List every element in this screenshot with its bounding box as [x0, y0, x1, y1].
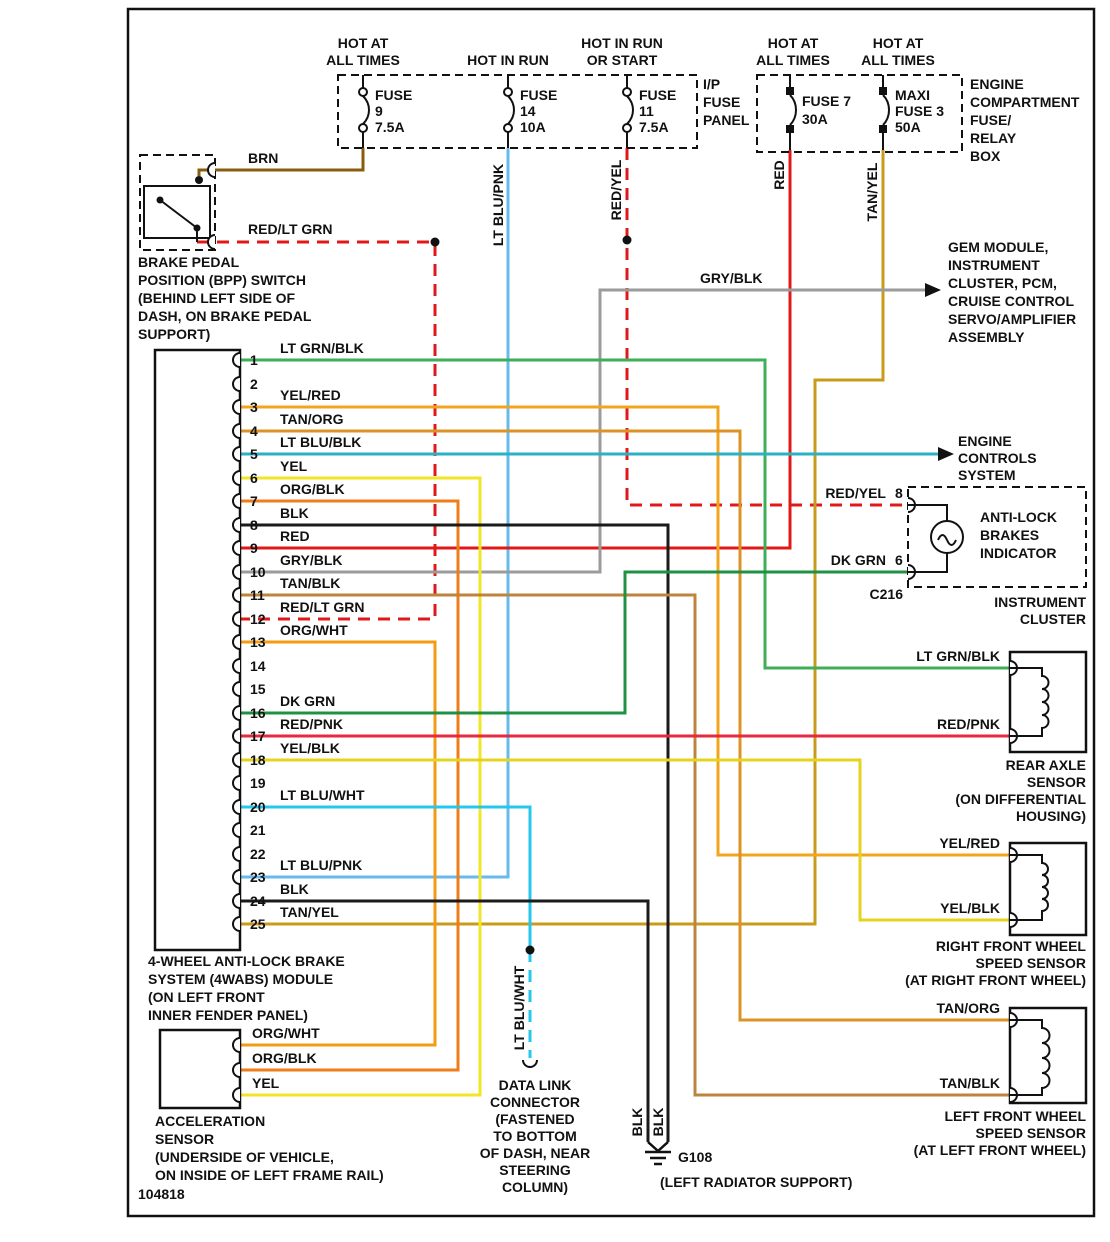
pin-number: 8 [250, 517, 258, 533]
pin-number: 20 [250, 799, 266, 815]
pin-number: 16 [250, 705, 266, 721]
module-caption: SYSTEM (4WABS) MODULE [148, 971, 334, 987]
pin-number: 23 [250, 869, 266, 885]
sensor-body [1010, 843, 1086, 935]
module-caption: INNER FENDER PANEL) [148, 1007, 308, 1023]
sensor-caption: (ON DIFFERENTIAL [955, 791, 1086, 807]
pin-number: 6 [250, 470, 258, 486]
pin-number: 11 [250, 587, 265, 603]
dlc-caption: (FASTENED [495, 1111, 575, 1127]
sensor-caption: LEFT FRONT WHEEL [944, 1108, 1086, 1124]
dlc-caption: DATA LINK [498, 1077, 572, 1093]
connector-id: C216 [869, 586, 903, 602]
pin-wire-label: RED [280, 528, 310, 544]
engine-box-label: BOX [970, 148, 1001, 164]
splice-dot [526, 946, 535, 955]
sensor-body [160, 1030, 240, 1108]
wire-color-label: TAN/BLK [939, 1075, 1000, 1091]
fuse-terminal [504, 88, 512, 96]
fuse-label: FUSE [639, 87, 677, 103]
fuse-terminal [879, 125, 887, 133]
fuse-terminal [359, 124, 367, 132]
dlc-caption: TO BOTTOM [493, 1128, 577, 1144]
document-number: 104818 [138, 1186, 185, 1202]
gem-caption: CLUSTER, PCM, [948, 275, 1057, 291]
dlc-caption: CONNECTOR [490, 1094, 580, 1110]
pin-wire-label: DK GRN [280, 693, 336, 709]
wire-color-label: YEL [252, 1075, 280, 1091]
sensor-caption: SENSOR [155, 1131, 215, 1147]
dlc-caption: COLUMN) [501, 1179, 569, 1195]
fuse-label: FUSE 3 [895, 103, 945, 119]
gem-caption: GEM MODULE, [948, 239, 1049, 255]
pin-number: 9 [250, 540, 258, 556]
ip-panel-label: FUSE [703, 94, 741, 110]
fuse-label: FUSE [375, 87, 413, 103]
pin-wire-label: TAN/BLK [280, 575, 341, 591]
bpp-caption: DASH, ON BRAKE PEDAL [138, 308, 312, 324]
fuse-label: MAXI [895, 87, 930, 103]
ip-panel-label: I/P [703, 76, 721, 92]
fuse-terminal [623, 124, 631, 132]
cluster-caption: CLUSTER [1019, 611, 1086, 627]
hot-label: HOT IN RUN [581, 35, 663, 51]
sensor-caption: REAR AXLE [1005, 757, 1086, 773]
bpp-caption: POSITION (BPP) SWITCH [138, 272, 306, 288]
sensor-caption: ACCELERATION [155, 1113, 266, 1129]
splice-dot [431, 238, 440, 247]
fuse-label: 11 [639, 103, 654, 119]
fuse-terminal [359, 88, 367, 96]
hot-label: HOT AT [872, 35, 924, 51]
pin-number: 15 [250, 681, 266, 697]
wire-color-label: TAN/ORG [936, 1000, 1000, 1016]
sensor-caption: (UNDERSIDE OF VEHICLE, [155, 1149, 334, 1165]
engine-controls-caption: ENGINE [958, 433, 1012, 449]
fuse-label: 50A [895, 119, 921, 135]
gem-caption: INSTRUMENT [948, 257, 1040, 273]
wire-color-label: RED/LT GRN [248, 221, 333, 237]
pin-number: 25 [250, 916, 266, 932]
fuse-terminal [879, 87, 887, 95]
sensor-caption: SPEED SENSOR [975, 1125, 1086, 1141]
hot-label: ALL TIMES [861, 52, 935, 68]
sensor-caption: SPEED SENSOR [975, 955, 1086, 971]
hot-label: ALL TIMES [326, 52, 400, 68]
wire-color-label: RED/YEL [608, 159, 624, 221]
pin-number: 24 [250, 893, 266, 909]
pin-wire-label: YEL [280, 458, 308, 474]
dlc-caption: STEERING [499, 1162, 571, 1178]
hot-label: OR START [586, 52, 658, 68]
bpp-caption: (BEHIND LEFT SIDE OF [138, 290, 296, 306]
cluster-caption: BRAKES [980, 527, 1040, 543]
fuse-terminal [504, 124, 512, 132]
wire-color-label: LT BLU/WHT [511, 965, 527, 1051]
wire-color-label: DK GRN [830, 552, 886, 568]
fuse-label: 10A [520, 119, 546, 135]
fuse-terminal [623, 88, 631, 96]
ground-location: (LEFT RADIATOR SUPPORT) [660, 1174, 853, 1190]
fuse-label: 14 [520, 103, 536, 119]
engine-box-label: RELAY [970, 130, 1017, 146]
fuse-label: 7.5A [639, 119, 669, 135]
pin-number: 4 [250, 423, 258, 439]
fuse-label: FUSE 7 [802, 93, 852, 109]
wire-color-label: RED/PNK [936, 716, 1000, 732]
pin-number: 5 [250, 446, 258, 462]
cluster-caption: INSTRUMENT [994, 594, 1086, 610]
pin-wire-label: GRY/BLK [280, 552, 343, 568]
pin-wire-label: LT GRN/BLK [280, 340, 364, 356]
pin-number: 19 [250, 775, 266, 791]
pin-wire-label: ORG/WHT [280, 622, 348, 638]
hot-label: HOT AT [337, 35, 389, 51]
pin-number: 10 [250, 564, 266, 580]
pin-number: 21 [250, 822, 266, 838]
ip-panel-label: PANEL [703, 112, 750, 128]
pin-wire-label: BLK [280, 505, 309, 521]
wire-color-label: RED [771, 160, 787, 190]
pin-wire-label: ORG/BLK [280, 481, 345, 497]
sensor-caption: (AT LEFT FRONT WHEEL) [913, 1142, 1086, 1158]
pin-wire-label: LT BLU/WHT [280, 787, 365, 803]
pin-wire-label: YEL/RED [280, 387, 341, 403]
cluster-pin-number: 8 [895, 485, 903, 501]
pin-number: 2 [250, 376, 258, 392]
pin-number: 3 [250, 399, 258, 415]
fuse-terminal [786, 87, 794, 95]
module-caption: 4-WHEEL ANTI-LOCK BRAKE [148, 953, 345, 969]
fuse-terminal [786, 125, 794, 133]
wire-color-label: ORG/WHT [252, 1025, 320, 1041]
engine-controls-caption: SYSTEM [958, 467, 1016, 483]
hot-label: HOT IN RUN [467, 52, 549, 68]
hot-label: ALL TIMES [756, 52, 830, 68]
pin-wire-label: LT BLU/BLK [280, 434, 362, 450]
wire-color-label: TAN/YEL [864, 162, 880, 222]
gem-caption: CRUISE CONTROL [948, 293, 1074, 309]
sensor-caption: HOUSING) [1016, 808, 1086, 824]
fuse-label: FUSE [520, 87, 558, 103]
module-caption: (ON LEFT FRONT [148, 989, 265, 1005]
sensor-connector-notches [233, 1038, 240, 1102]
gem-caption: ASSEMBLY [948, 329, 1025, 345]
wire-color-label: ORG/BLK [252, 1050, 317, 1066]
pin-wire-label: LT BLU/PNK [280, 857, 363, 873]
pin-number: 14 [250, 658, 266, 674]
sensor-caption: (AT RIGHT FRONT WHEEL) [905, 972, 1086, 988]
engine-box-label: COMPARTMENT [970, 94, 1080, 110]
pin-number: 7 [250, 493, 258, 509]
engine-box-label: ENGINE [970, 76, 1024, 92]
wire-color-label: BLK [629, 1107, 645, 1137]
pin-number: 12 [250, 611, 266, 627]
hot-label: HOT AT [767, 35, 819, 51]
pin-wire-label: YEL/BLK [280, 740, 340, 756]
wire-color-label: BLK [650, 1107, 666, 1137]
pin-wire-label: RED/LT GRN [280, 599, 365, 615]
switch-contact-dot [157, 197, 164, 204]
module-connector-body [155, 350, 240, 950]
pin-number: 22 [250, 846, 266, 862]
gem-caption: SERVO/AMPLIFIER [948, 311, 1077, 327]
cluster-caption: INDICATOR [980, 545, 1057, 561]
sensor-caption: ON INSIDE OF LEFT FRAME RAIL) [155, 1167, 384, 1183]
wire-color-label: BRN [248, 150, 279, 166]
dlc-caption: OF DASH, NEAR [479, 1145, 591, 1161]
sensor-caption: SENSOR [1026, 774, 1086, 790]
wire-color-label: YEL/RED [939, 835, 1000, 851]
fuse-label: 9 [375, 103, 383, 119]
switch-contact-dot [195, 176, 203, 184]
pin-wire-label: TAN/ORG [280, 411, 344, 427]
splice-dot [623, 236, 632, 245]
pin-wire-label: RED/PNK [280, 716, 344, 732]
cluster-pin-number: 6 [895, 552, 903, 568]
pin-number: 18 [250, 752, 266, 768]
wire-color-label: YEL/BLK [940, 900, 1000, 916]
wire-color-label: LT GRN/BLK [916, 648, 1000, 664]
bpp-caption: SUPPORT) [138, 326, 211, 342]
engine-box-label: FUSE/ [970, 112, 1012, 128]
wire-color-label: RED/YEL [825, 485, 886, 501]
sensor-caption: RIGHT FRONT WHEEL [935, 938, 1086, 954]
pin-number: 1 [250, 352, 258, 368]
bpp-caption: BRAKE PEDAL [138, 254, 240, 270]
pin-number: 13 [250, 634, 266, 650]
pin-number: 17 [250, 728, 266, 744]
pin-wire-label: BLK [280, 881, 309, 897]
ground-id: G108 [678, 1149, 713, 1165]
fuse-label: 30A [802, 111, 828, 127]
fuse-label: 7.5A [375, 119, 405, 135]
pin-wire-label: TAN/YEL [280, 904, 339, 920]
wire-color-label: LT BLU/PNK [490, 163, 506, 247]
wire-color-label: GRY/BLK [700, 270, 763, 286]
cluster-caption: ANTI-LOCK [980, 509, 1057, 525]
engine-controls-caption: CONTROLS [958, 450, 1037, 466]
